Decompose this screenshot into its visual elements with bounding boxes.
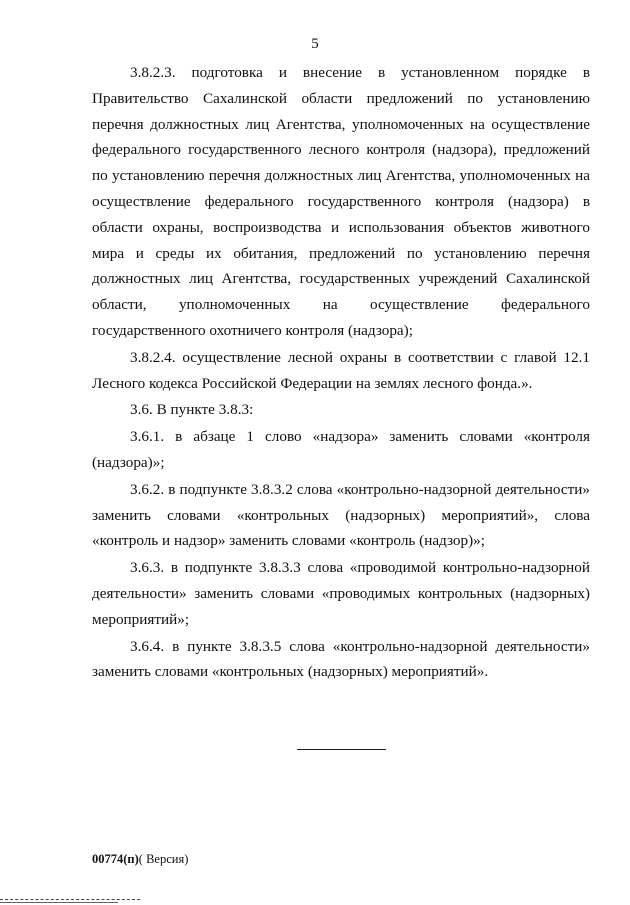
paragraph-3-8-2-3: 3.8.2.3. подготовка и внесение в установленном порядке в Правительство Сахалинской области предложений по установлению перечня должностных лиц Агентства, уполномоченных на осуществление федерального государственного лесного контроля (надзора), предложений по установлению перечня должностных лиц Агентства, уполномоченных на осуществление федерального государственного контроля (надзора) в области охраны, воспроизводства и использования объектов животного мира и среды их обитания, предложений по установлению перечня должностных лиц Агентства, государственных учреждений Сахалинской области, уполномоченных на осуществление федерального государственного охотничего контроля (надзора); [92, 64, 590, 339]
paragraph-3-6-4: 3.6.4. в пункте 3.8.3.5 слова «контрольно-надзорной деятельности» заменить словами «контрольных (надзорных) мероприятий». [92, 637, 590, 681]
footer-code: 00774(п) [92, 852, 139, 866]
footer-version-label: ( Версия) [138, 852, 189, 866]
paragraph-3-8-2-4: 3.8.2.4. осуществление лесной охраны в соответствии с главой 12.1 Лесного кодекса Российской Федерации на землях лесного фонда.». [92, 348, 590, 392]
paragraph-3-6: 3.6. В пункте 3.8.3: [130, 401, 254, 419]
paragraph-3-6-3: 3.6.3. в подпункте 3.8.3.3 слова «проводимой контрольно-надзорной деятельности» заменить словами «проводимых контрольных (надзорных) мероприятий»; [92, 559, 590, 628]
paragraph-3-6-2: 3.6.2. в подпункте 3.8.3.2 слова «контрольно-надзорной деятельности» заменить словами «контрольных (надзорных) мероприятий», слова «контроль и надзор» заменить словами «контроль (надзор)»; [92, 480, 590, 550]
scan-edge-line [0, 902, 118, 903]
end-divider-line [297, 749, 386, 750]
paragraph-3-6-1: 3.6.1. в абзаце 1 слово «надзора» заменить словами «контроля (надзора)»; [92, 428, 590, 471]
scan-edge-mark [0, 899, 140, 900]
page-number: 5 [311, 36, 319, 52]
footer-document-code [92, 852, 188, 867]
document-body [92, 60, 590, 685]
